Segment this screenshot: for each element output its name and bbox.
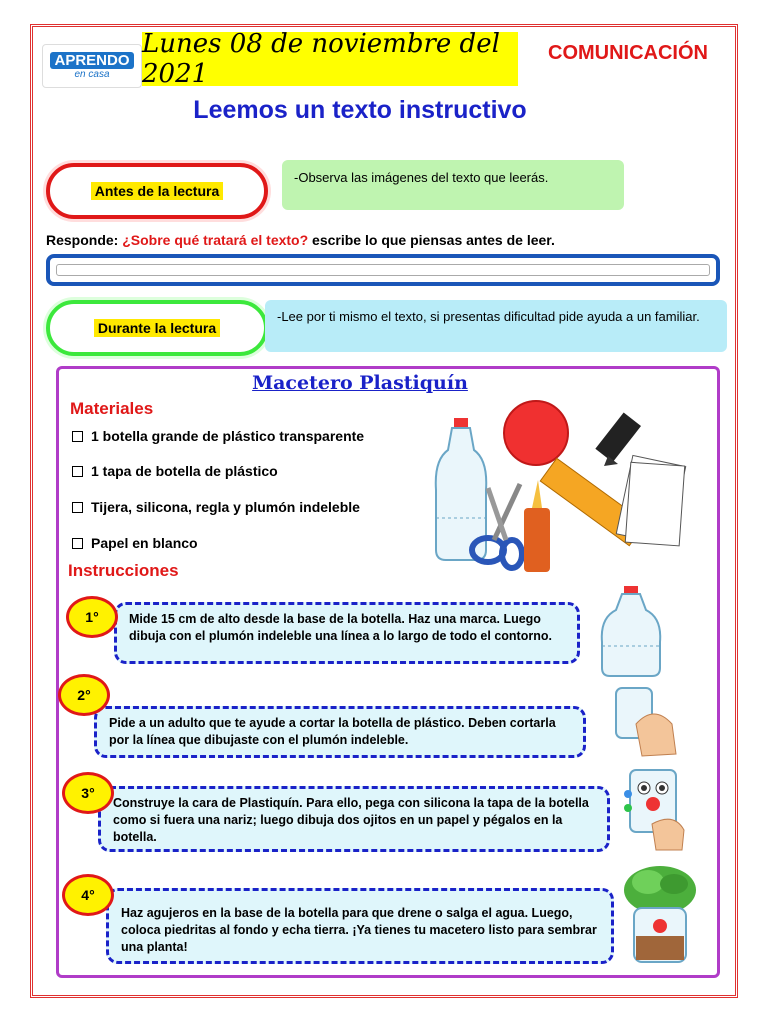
aprendo-en-casa-logo <box>42 44 142 88</box>
checkbox-icon <box>72 538 83 549</box>
before-reading-badge <box>46 163 268 219</box>
materials-illustration <box>428 400 698 580</box>
page-title: Leemos un texto instructivo <box>193 96 527 124</box>
step-4-planter-illustration <box>620 864 700 968</box>
material-text: 1 tapa de botella de plástico <box>91 463 278 479</box>
step-4-box: Haz agujeros en la base de la botella para que drene o salga el agua. Luego, coloca piedritas al fondo y echa tierra. ¡Ya tienes tu macetero listo para sembrar una planta! <box>106 888 614 964</box>
step-2-number: 2° <box>58 674 110 716</box>
during-reading-note: -Lee por ti mismo el texto, si presentas dificultad pide ayuda a un familiar. <box>265 300 727 352</box>
glue-icon <box>524 480 550 572</box>
step-3-number: 3° <box>62 772 114 814</box>
step-1-number: 1° <box>66 596 118 638</box>
answer-field[interactable] <box>46 254 720 286</box>
instructions-heading: Instrucciones <box>68 561 179 580</box>
checkbox-icon <box>72 466 83 477</box>
respond-prompt <box>46 232 555 248</box>
respond-prefix: Responde: <box>46 232 123 248</box>
material-text: 1 botella grande de plástico transparente <box>91 428 365 444</box>
instructive-title: Macetero Plastiquín <box>252 372 468 394</box>
respond-suffix: escribe lo que piensas antes de leer. <box>308 232 555 248</box>
respond-question: ¿Sobre qué tratará el texto? <box>122 232 309 248</box>
during-reading-label: Durante la lectura <box>94 319 220 337</box>
date-heading: Lunes 08 de noviembre del 2021 <box>142 29 500 89</box>
subject-label: COMUNICACIÓN <box>548 42 708 64</box>
material-text: Papel en blanco <box>91 535 198 551</box>
step-2-box: Pide a un adulto que te ayude a cortar la botella de plástico. Deben cortarla por la línea que dibujaste con el plumón indeleble. <box>94 706 586 758</box>
step-3-box: Construye la cara de Plastiquín. Para ello, pega con silicona la tapa de la botella como si fuera una nariz; luego dibuja dos ojitos en un papel y pégalos en la botella. <box>98 786 610 852</box>
checkbox-icon <box>72 431 83 442</box>
during-reading-badge <box>46 300 268 356</box>
step-1-bottle-illustration <box>596 586 666 678</box>
before-reading-label: Antes de la lectura <box>91 182 224 200</box>
material-item <box>72 463 278 479</box>
step-4-number: 4° <box>62 874 114 916</box>
material-item <box>72 535 198 551</box>
paper-icon <box>616 455 685 545</box>
red-cap-icon <box>504 401 568 465</box>
step-1-box: Mide 15 cm de alto desde la base de la botella. Haz una marca. Luego dibuja con el plumón indeleble una línea a lo largo de todo el contorno. <box>114 602 580 664</box>
material-item <box>72 499 360 515</box>
logo-subtext: en casa <box>74 69 110 80</box>
logo-text: APRENDO <box>50 52 133 69</box>
checkbox-icon <box>72 502 83 513</box>
step-2-cutting-illustration <box>606 684 680 760</box>
materials-heading: Materiales <box>70 399 154 418</box>
before-reading-note: -Observa las imágenes del texto que leerás. <box>282 160 624 210</box>
material-text: Tijera, silicona, regla y plumón indeleble <box>91 499 360 515</box>
material-item <box>72 428 364 444</box>
step-3-face-illustration <box>622 764 688 852</box>
